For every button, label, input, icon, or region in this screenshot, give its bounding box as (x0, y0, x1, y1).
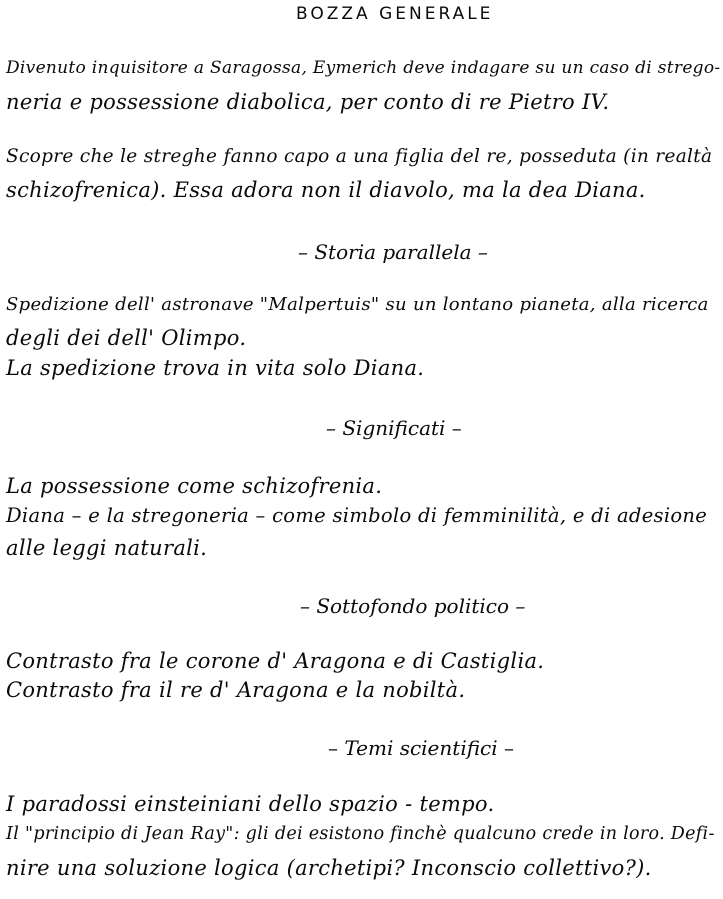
section-heading-temi-scientifici: – Temi scientifici – (328, 736, 515, 760)
section-line: nire una soluzione logica (archetipi? Inconscio collettivo?). (6, 856, 652, 880)
section-line: Contrasto fra il re d' Aragona e la nobiltà. (6, 678, 466, 702)
section-line: degli dei dell' Olimpo. (6, 326, 247, 350)
section-line: I paradossi einsteiniani dello spazio - tempo. (6, 792, 495, 816)
section-line: Il "principio di Jean Ray": gli dei esistono finchè qualcuno crede in loro. Defi- (6, 824, 715, 844)
section-heading-sottofondo-politico: – Sottofondo politico – (300, 594, 526, 618)
section-heading-significati: – Significati – (326, 416, 462, 440)
section-line: Diana – e la stregoneria – come simbolo di femminilità, e di adesione (6, 504, 708, 527)
section-line: Spedizione dell' astronave "Malpertuis" su un lontano pianeta, alla ricerca (6, 294, 709, 315)
section-heading-storia-parallela: – Storia parallela – (298, 240, 488, 264)
intro-line: neria e possessione diabolica, per conto di re Pietro IV. (6, 90, 610, 114)
section-line: La possessione come schizofrenia. (6, 474, 383, 498)
section-line: alle leggi naturali. (6, 536, 208, 560)
section-line: Contrasto fra le corone d' Aragona e di Castiglia. (6, 649, 545, 673)
intro-line: schizofrenica). Essa adora non il diavolo, ma la dea Diana. (6, 178, 646, 202)
intro-line: Scopre che le streghe fanno capo a una figlia del re, posseduta (in realtà (6, 146, 713, 167)
section-line: La spedizione trova in vita solo Diana. (6, 356, 425, 380)
document-title: BOZZA GENERALE (296, 4, 494, 24)
intro-line: Divenuto inquisitore a Saragossa, Eymerich deve indagare su un caso di strego- (6, 58, 721, 78)
